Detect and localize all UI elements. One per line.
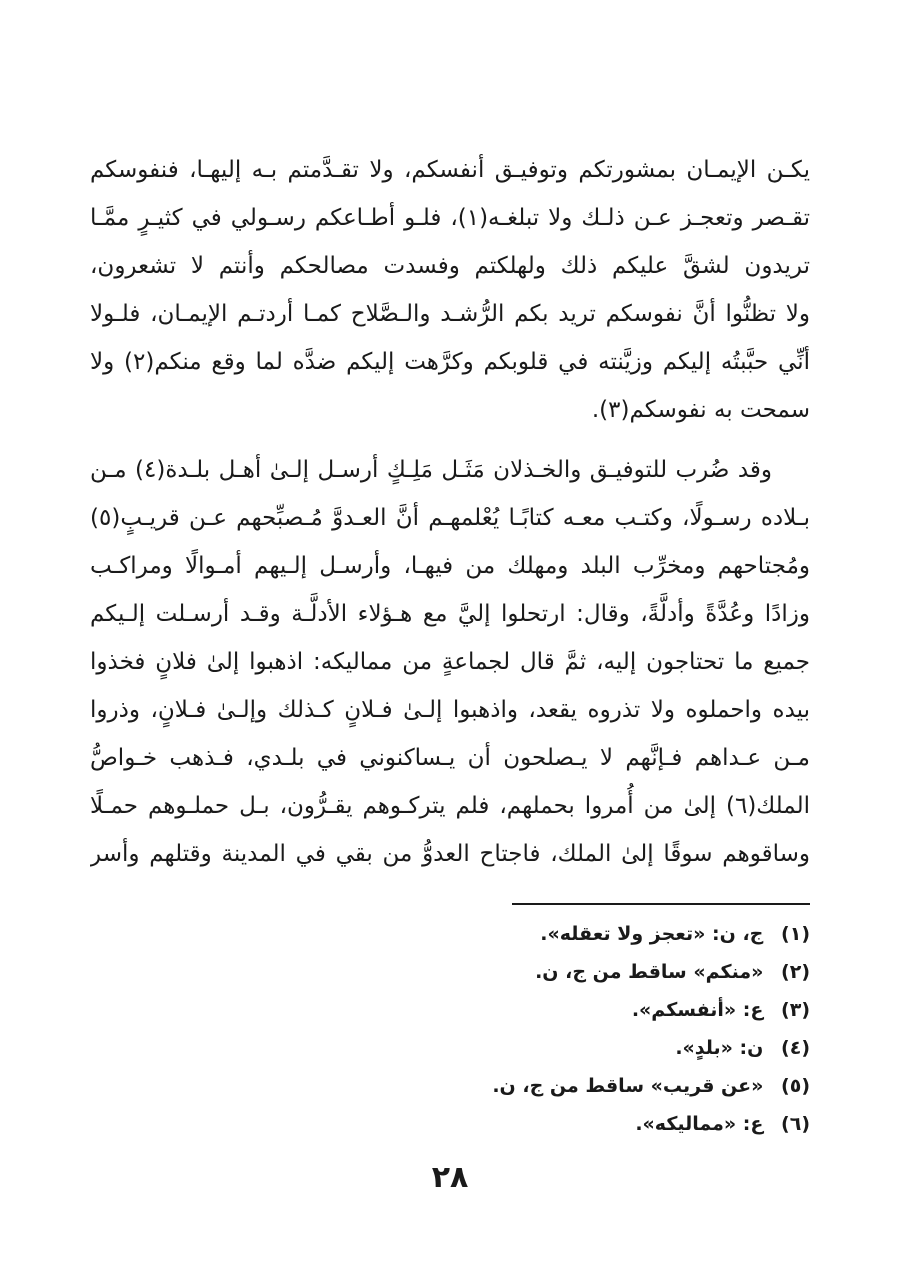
text-line: الملك(٦) إلىٰ من أُمروا بحملهم، فلم يتركـوهم يقـرُّون، بـل حملـوهم حمـلًا — [90, 793, 810, 819]
text-line: ولا تظنُّوا أنَّ نفوسكم تريد بكم الرُّشـد والـصَّلاح كمـا أردتـم الإيمـان، فلـولا — [90, 301, 810, 327]
page-number: ٢٨ — [431, 1160, 469, 1195]
main-text — [90, 146, 810, 878]
footnote — [90, 991, 810, 1029]
footnote-text: ع: «أنفسكم». — [631, 999, 764, 1021]
footnote — [90, 915, 810, 953]
footnote-text: ع: «مماليكه». — [635, 1113, 764, 1135]
text-line: مـن عـداهم فـإنَّهم لا يـصلحون أن يـساكنوني في بلـدي، فـذهب خـواصُّ — [90, 745, 810, 771]
footnote-number: (٢) — [781, 961, 810, 983]
text-line: وساقوهم سوقًا إلىٰ الملك، فاجتاح العدوُّ من بقي في المدينة وقتلهم وأسر — [90, 841, 810, 867]
text-line: بـلاده رسـولًا، وكتـب معـه كتابًـا يُعْلمهـم أنَّ العـدوَّ مُـصبِّحهم عـن قريـبٍ(٥) — [90, 505, 810, 531]
footnote-number: (٣) — [781, 999, 810, 1021]
footnote — [90, 1029, 810, 1067]
text-line: وزادًا وعُدَّةً وأدلَّةً، وقال: ارتحلوا إليَّ مع هـؤلاء الأدلَّـة وقـد أرسـلت إلـيكم — [90, 601, 810, 627]
text-line: أنِّي حبَّبتُه إليكم وزيَّنته في قلوبكم وكرَّهت إليكم ضدَّه لما وقع منكم(٢) ولا — [90, 349, 810, 375]
text-line: جميع ما تحتاجون إليه، ثمَّ قال لجماعةٍ من مماليكه: اذهبوا إلىٰ فلانٍ فخذوا — [90, 649, 810, 675]
footnote-text: ج، ن: «تعجز ولا تعقله». — [540, 923, 764, 945]
text-line: تقـصر وتعجـز عـن ذلـك ولا تبلغـه(١)، فلـو أطـاعكم رسـولي في كثيـرٍ ممَّـا — [90, 205, 810, 231]
footnote-text: ن: «بلدٍ». — [675, 1037, 764, 1059]
footnote-text: «عن قريب» ساقط من ج، ن. — [492, 1075, 764, 1097]
footnote — [90, 1105, 810, 1143]
paragraph-gap — [90, 434, 810, 446]
footnote-text: «منكم» ساقط من ج، ن. — [535, 961, 764, 983]
text-line: سمحت به نفوسكم(٣). — [591, 397, 810, 423]
footnote — [90, 953, 810, 991]
footnote — [90, 1067, 810, 1105]
footnotes — [90, 915, 810, 1143]
text-line: بيده واحملوه ولا تذروه يقعد، واذهبوا إلـىٰ فـلانٍ كـذلك وإلـىٰ فـلانٍ، وذروا — [90, 697, 810, 723]
text-line: ومُجتاحهم ومخرِّب البلد ومهلك من فيهـا، وأرسـل إلـيهم أمـوالًا ومراكـب — [90, 553, 810, 579]
text-line: يكـن الإيمـان بمشورتكم وتوفيـق أنفسكم، ولا تقـدَّمتم بـه إليهـا، فنفوسكم — [90, 157, 810, 183]
text-line: وقد ضُرب للتوفيـق والخـذلان مَثَـل مَلِـكٍ أرسـل إلـىٰ أهـل بلـدة(٤) مـن — [90, 457, 773, 483]
text-line: تريدون لشقَّ عليكم ذلك ولهلكتم وفسدت مصالحكم وأنتم لا تشعرون، — [90, 253, 810, 279]
footnote-number: (٦) — [781, 1113, 810, 1135]
footnote-number: (١) — [781, 923, 810, 945]
footnote-number: (٥) — [781, 1075, 810, 1097]
footnote-number: (٤) — [781, 1037, 810, 1059]
footnote-separator — [512, 903, 810, 905]
